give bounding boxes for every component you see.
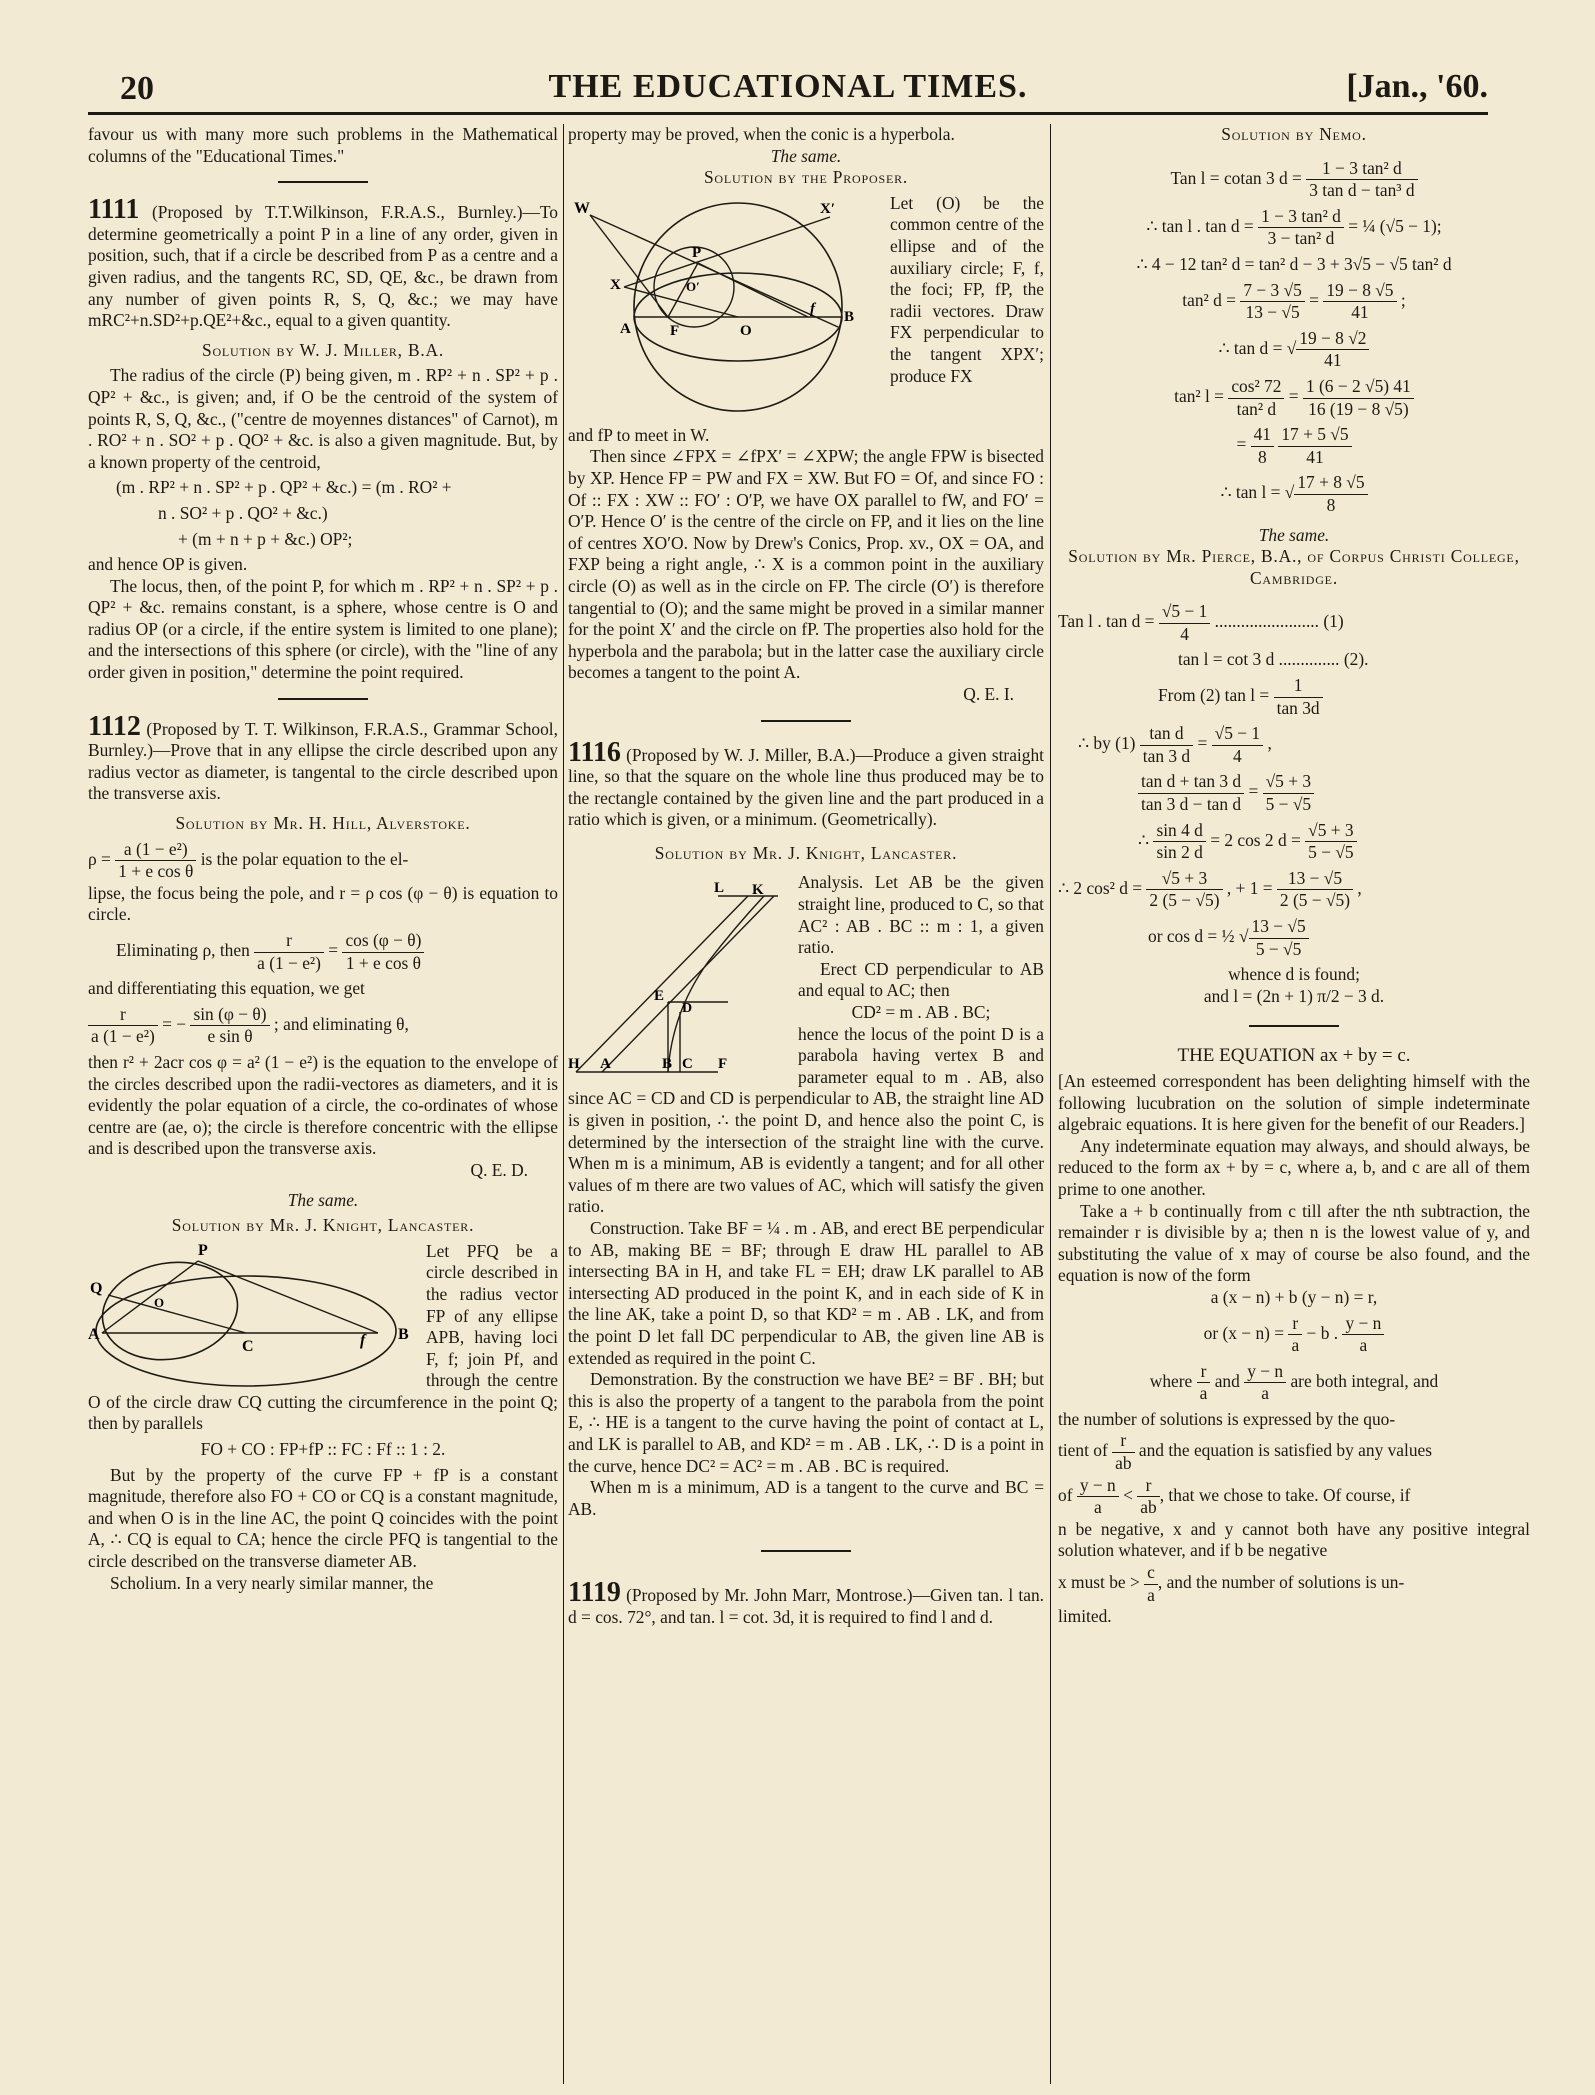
column-3 bbox=[1058, 124, 1530, 1628]
section-title: THE EQUATION ax + by = c. bbox=[1177, 1045, 1411, 1067]
equation-line bbox=[88, 839, 558, 883]
section-rule bbox=[761, 720, 851, 722]
figure-label: X bbox=[610, 276, 621, 293]
paragraph: whence d is found; bbox=[1228, 964, 1360, 985]
equation-line: ∴ $\frac{\sin 4 d}{\sin 2 d}$ = 2 cos 2 d = $\frac{√5 + 3}{5 - √5}$ bbox=[1138, 820, 1530, 864]
figure-label: H bbox=[568, 1056, 580, 1073]
column-1 bbox=[88, 124, 558, 1594]
column-2 bbox=[568, 124, 1044, 1628]
question-number: 1111 bbox=[88, 194, 140, 226]
paragraph: The radius of the circle (P) being given, m . RP² + n . SP² + p . QP² + &c., is given; and, if O be the centroid of the system of points R, S, Q, &c., ("centre de moyennes distances" of Carnot), m . RO² + n . SO² + p . QO² + &c. is also a given magnitude. But, by a known property of the centroid, bbox=[88, 365, 558, 472]
subheading: The same. bbox=[287, 1189, 359, 1210]
paragraph: and differentiating this equation, we get bbox=[88, 978, 365, 999]
question-number: 1119 bbox=[568, 1577, 621, 1609]
question-text: (Proposed by Mr. John Marr, Montrose.)—Given tan. l tan. d = cos. 72°, and tan. l = cot. 3d, it is required to find l and d. bbox=[568, 1585, 1044, 1627]
equation: n . SO² + p . QO² + &c.) bbox=[158, 502, 328, 523]
section-rule bbox=[761, 1550, 851, 1552]
figure-label: C bbox=[682, 1056, 693, 1073]
column-rule-2 bbox=[1050, 124, 1051, 2084]
equation: FO + CO : FP+fP :: FC : Ff :: 1 : 2. bbox=[200, 1439, 446, 1460]
paragraph: and fP to meet in W. bbox=[568, 424, 710, 445]
masthead bbox=[88, 62, 1488, 112]
fraction: $\frac{13 - √5}{2 (5 - √5)}$ bbox=[1277, 868, 1353, 912]
figure-label: f bbox=[810, 300, 815, 317]
figure-label: E bbox=[654, 988, 665, 1005]
figure-label: W bbox=[574, 199, 590, 217]
figure-label: O bbox=[740, 322, 752, 339]
figure-label: L bbox=[714, 880, 725, 897]
column-rule-1 bbox=[563, 124, 564, 2084]
paragraph: Erect CD perpendicular to AB and equal to AC; then bbox=[798, 958, 1044, 1001]
fraction: $\frac{\text{1 − 3 tan² d}}{\text{3 tan d − tan³ d}}$ bbox=[1306, 158, 1417, 202]
scholium: Scholium. In a very nearly similar manner, the bbox=[110, 1572, 434, 1593]
fraction: $\frac{√5 - 1}{4}$ bbox=[1212, 723, 1263, 767]
paragraph: The locus, then, of the point P, for which m . RP² + n . SP² + p . QP² + &c. remains constant, is a sphere, whose centre is O and radius OP (or a circle, if the entire system is limited to one plane); and the intersections of this sphere (or circle), with the "line of any order given in position," determine the point required. bbox=[88, 575, 558, 683]
figure-label: P bbox=[692, 244, 702, 261]
figure-label: B bbox=[662, 1056, 673, 1073]
equation-line: ∴ tan d = √ $\frac{19 - 8 √2}{41}$ bbox=[1058, 328, 1530, 372]
fraction: $\frac{y - n}{a}$ bbox=[1244, 1361, 1286, 1405]
fraction: $\frac{17 + 5 √5}{41}$ bbox=[1278, 424, 1351, 468]
equation-line: From (2) tan l = $\frac{1}{\tan 3d}$ bbox=[1158, 675, 1530, 719]
publication-title: THE EDUCATIONAL TIMES. bbox=[548, 68, 1028, 105]
page-number: 20 bbox=[120, 70, 154, 107]
fraction: $\frac{r}{\text{a (1 − e²)}}$ bbox=[254, 930, 324, 974]
paragraph: n be negative, x and y cannot both have any positive integral solution whatever, and if b be negative bbox=[1058, 1518, 1530, 1561]
solution-heading: Solution by Mr. H. Hill, Alverstoke. bbox=[175, 813, 471, 834]
editor-note: [An esteemed correspondent has been delighting himself with the following lucubration on the solution of simple indeterminate algebraic equations. It is here given for the benefit of our Readers.] bbox=[1058, 1070, 1530, 1135]
figure-ellipse-circle bbox=[88, 1241, 416, 1391]
fraction: $\frac{r}{ab}$ bbox=[1137, 1475, 1159, 1519]
figure-label: B bbox=[398, 1325, 409, 1343]
figure-label: O′ bbox=[686, 278, 700, 294]
qed: Q. E. D. bbox=[470, 1159, 528, 1180]
fraction: $\frac{1}{\tan 3d}$ bbox=[1274, 675, 1323, 719]
solution-heading: Solution by Mr. Pierce, B.A., of Corpus Christi College, Cambridge. bbox=[1068, 546, 1520, 588]
question-number: 1112 bbox=[88, 710, 141, 742]
equation-line: = $\frac{41}{8}$ $\frac{17 + 5 √5}{41}$ bbox=[1058, 424, 1530, 468]
solution-heading: Solution by the Proposer. bbox=[703, 167, 909, 188]
issue-date: [Jan., '60. bbox=[1346, 68, 1488, 105]
question-number: 1116 bbox=[568, 736, 621, 768]
fraction: $\frac{17 + 8 √5}{8}$ bbox=[1294, 472, 1367, 516]
paragraph-line: tient of $\frac{r}{ab}$ and the equation is satisfied by any values bbox=[1058, 1430, 1433, 1474]
fraction: $\frac{41}{8}$ bbox=[1251, 424, 1274, 468]
fraction: $\frac{\text{1 − 3 tan² d}}{\text{3 − tan² d}}$ bbox=[1258, 206, 1344, 250]
fraction: $\frac{r}{a}$ bbox=[1197, 1361, 1211, 1405]
solution-heading: Solution by Mr. J. Knight, Lancaster. bbox=[654, 842, 958, 863]
fraction: $\frac{√5 - 1}{4}$ bbox=[1159, 601, 1210, 645]
paragraph: hence the locus of the point D is a parabola having vertex B and parameter equal to m . AB, also since AC = CD and CD is perpendicular to AB, the straight line AD is given in position, ∴ the point D, and hence also the point C, is determined by the intersection of the straight line with the curve. When m is a minimum, AB is evidently a tangent; and for all other values of m there are two values of AC, which will satisfy the given ratio. bbox=[568, 1023, 1044, 1217]
paragraph: Analysis. Let AB be the given straight line, produced to C, so that AC² : AB . BC :: m : 1, a given ratio. bbox=[798, 872, 1044, 958]
question-text: (Proposed by T. T. Wilkinson, F.R.A.S., Grammar School, Burnley.)—Prove that in any ellipse the circle described upon any radius vector as diameter, is tangental to the circle described upon the transverse axis. bbox=[88, 718, 558, 804]
question-1112 bbox=[88, 710, 558, 805]
question-1111 bbox=[88, 194, 558, 332]
paragraph: and hence OP is given. bbox=[88, 554, 248, 575]
equation-term: Eliminating ρ, then bbox=[116, 940, 250, 961]
equation-line: or (x − n) = $\frac{r}{a}$ − b . $\frac{y - n}{a}$ bbox=[1058, 1313, 1530, 1357]
fraction: $\frac{√5 + 3}{5 - √5}$ bbox=[1263, 771, 1314, 815]
solution-heading: Solution by W. J. Miller, B.A. bbox=[201, 339, 445, 360]
figure-parabola bbox=[568, 872, 788, 1082]
equation-line: ∴ tan l . tan d = $\frac{\text{1 − 3 tan² d}}{\text{3 − tan² d}}$ = ¼ (√5 − 1); bbox=[1146, 205, 1442, 249]
fraction: $\frac{7 - 3 √5}{13 - √5}$ bbox=[1240, 280, 1304, 324]
equation-line: $\frac{r}{\text{a (1 − e²)}}$ = − $\frac{\sin (\varphi - \theta)}{\text{e sin θ}}$ ; and eliminating θ, bbox=[88, 1004, 558, 1048]
fraction: $\frac{\text{tan d}}{\tan 3 d}$ bbox=[1140, 723, 1193, 767]
figure-label: F bbox=[670, 322, 680, 339]
figure-label: C bbox=[242, 1337, 254, 1355]
figure-label: A bbox=[620, 320, 631, 337]
figure-label: F bbox=[718, 1056, 728, 1073]
figure-label: P bbox=[198, 1241, 208, 1259]
equation-line: Tan l . tan d = $\frac{√5 - 1}{4}$ ........................ (1) bbox=[1058, 601, 1344, 644]
equation-line: where $\frac{r}{a}$ and $\frac{y - n}{a}$ are both integral, and bbox=[1149, 1360, 1439, 1404]
figure-label: Q bbox=[90, 1279, 103, 1297]
equation: and l = (2n + 1) π/2 − 3 d. bbox=[1203, 985, 1385, 1006]
subheading: The same. bbox=[770, 145, 842, 166]
paragraph: When m is a minimum, AD is a tangent to the curve and BC = AB. bbox=[568, 1477, 1044, 1519]
figure-label: K bbox=[752, 882, 764, 899]
paragraph: limited. bbox=[1058, 1606, 1112, 1627]
equation-line: $\frac{\text{tan d + tan 3 d}}{\text{tan 3 d − tan d}}$ = $\frac{√5 + 3}{5 - √5}$ bbox=[1138, 771, 1530, 815]
question-1116 bbox=[568, 736, 1044, 831]
equation-term: ; and eliminating θ, bbox=[273, 1013, 409, 1034]
fraction: $\frac{\cos (\varphi - \theta)}{\text{1 + e cos θ}}$ bbox=[342, 930, 424, 974]
paragraph: property may be proved, when the conic is a hyperbola. bbox=[568, 124, 955, 144]
solution-heading: Solution by Mr. J. Knight, Lancaster. bbox=[171, 1215, 475, 1236]
paragraph: Let PFQ be a circle described in the radius vector FP of any ellipse APB, having loci F, f; join Pf, and through the centre O of the circle draw CQ cutting the circumference in the point Q; then by parallels bbox=[88, 1240, 558, 1434]
paragraph: Take a + b continually from c till after the nth subtraction, the remainder r is divisible by a; then n is the lowest value of y, and substituting the value of x may of course be also found, and the equation is now of the form bbox=[1058, 1200, 1530, 1286]
fraction: $\frac{r}{a}$ bbox=[1288, 1313, 1302, 1357]
fraction: $\frac{r}{\text{a (1 − e²)}}$ bbox=[88, 1004, 158, 1048]
paragraph: Then since ∠FPX = ∠fPX′ = ∠XPW; the angle FPW is bisected by XP. Hence FP = PW and FX = XW. But FO = Of, and since FO : Of :: FX : XW :: FO′ : O′P, we have OX parallel to fW, and FO′ = O′P. Hence O′ is the centre of the circle on FP, and it lies on the line of centres XO′O. Now by Drew's Conics, Prop. xv., OX = OA, and FXP being a right angle, ∴ X is a common point in the auxiliary circle (O) as well as in the circle on FP. The circle (O′) is therefore tangential to (O); and the same might be proved in a similar manner for the point X′ and the circle on fP. The properties also hold for the hyperbola and the parabola; but in the latter case the auxiliary circle becomes a tangent to the point A. bbox=[568, 446, 1044, 683]
equation: (m . RP² + n . SP² + p . QP² + &c.) = (m . RO² + bbox=[116, 477, 452, 498]
section-rule bbox=[278, 698, 368, 700]
fraction: $\frac{r}{ab}$ bbox=[1112, 1430, 1134, 1474]
figure-label: A bbox=[88, 1325, 100, 1343]
figure-label: A bbox=[600, 1056, 611, 1073]
fraction: $\frac{c}{a}$ bbox=[1144, 1562, 1158, 1606]
fraction: $\frac{\text{cos² 72}}{\text{tan² d}}$ bbox=[1228, 376, 1284, 420]
equation-line: Eliminating ρ, then $\frac{r}{\text{a (1 − e²)}}$ = $\frac{\cos (\varphi - \theta)}{\text{1 + e cos θ}}$ bbox=[116, 930, 558, 974]
equation: CD² = m . AB . BC; bbox=[851, 1002, 991, 1023]
fraction: $\frac{\text{a (1 − e²)}}{\text{1 + e cos θ}}$ bbox=[115, 839, 196, 883]
paragraph: the number of solutions is expressed by the quo- bbox=[1058, 1408, 1396, 1429]
figure-label: B bbox=[844, 308, 855, 325]
figure-label: X′ bbox=[820, 200, 836, 217]
fraction: $\frac{√5 + 3}{5 - √5}$ bbox=[1305, 820, 1356, 864]
fraction: $\frac{1 (6 - 2 √5) 41}{16 (19 - 8 √5)}$ bbox=[1303, 376, 1414, 420]
equation-line: ∴ tan l = √ $\frac{17 + 8 √5}{8}$ bbox=[1058, 472, 1530, 516]
equation-line: tan² l = $\frac{\text{cos² 72}}{\text{tan² d}}$ = $\frac{1 (6 - 2 √5) 41}{16 (19 - 8 √5)}$ bbox=[1058, 376, 1530, 420]
fraction: $\frac{19 - 8 √5}{41}$ bbox=[1323, 280, 1396, 324]
equation-line: tan l = cot 3 d .............. (2). bbox=[1178, 649, 1369, 670]
paragraph: Any indeterminate equation may always, and should always, be reduced to the form ax + by = c, where a, b, and c are all of them prime to one another. bbox=[1058, 1135, 1530, 1199]
fraction: $\frac{y - n}{a}$ bbox=[1342, 1313, 1384, 1357]
header-rule bbox=[88, 112, 1488, 115]
equation-term: ρ = bbox=[88, 848, 111, 869]
figure-label: D bbox=[682, 1001, 693, 1017]
figure-label: O bbox=[154, 1294, 165, 1310]
qed: Q. E. I. bbox=[963, 683, 1014, 704]
equation: a (x − n) + b (y − n) = r, bbox=[1210, 1286, 1378, 1307]
equation-line: or cos d = ½ √ $\frac{13 - √5}{5 - √5}$ bbox=[1148, 916, 1530, 960]
equation: ∴ 4 − 12 tan² d = tan² d − 3 + 3√5 − √5 tan² d bbox=[1136, 253, 1452, 274]
paragraph: then r² + 2acr cos φ = a² (1 − e²) is the equation to the envelope of the circles described upon the radii-vectores as diameters, and it is evidently the polar equation of a circle, the co-ordinates of whose centre are (ae, o); the circle is therefore concentric with the ellipse and is described upon the transverse axis. bbox=[88, 1051, 558, 1159]
equation-line: ∴ 2 cos² d = $\frac{√5 + 3}{2 (5 - √5)}$ , + 1 = $\frac{13 - √5}{2 (5 - √5)}$ , bbox=[1058, 867, 1362, 911]
equation-line: tan² d = $\frac{7 - 3 √5}{13 - √5}$ = $\frac{19 - 8 √5}{41}$ ; bbox=[1182, 279, 1406, 323]
figure-label: f bbox=[360, 1331, 366, 1349]
paragraph: lipse, the focus being the pole, and r = ρ cos (φ − θ) is equation to circle. bbox=[88, 882, 558, 925]
question-text: (Proposed by T.T.Wilkinson, F.R.A.S., Burnley.)—To determine geometrically a point P in a line of any order, given in position, such, that if a circle be described from P as a centre and a given radius, and the tangents RC, SD, QE, &c., be drawn from any number of given points R, S, Q, &c.; we may have mRC²+n.SD²+p.QE²+&c., equal to a given quantity. bbox=[88, 202, 558, 331]
paragraph-line: of $\frac{y - n}{a}$ < $\frac{r}{ab}$ , that we chose to take. Of course, if bbox=[1058, 1474, 1411, 1518]
fraction: $\frac{\sin 4 d}{\sin 2 d}$ bbox=[1153, 820, 1205, 864]
fraction: $\frac{13 - √5}{5 - √5}$ bbox=[1249, 916, 1309, 960]
fraction: $\frac{19 - 8 √2}{41}$ bbox=[1296, 328, 1369, 372]
paragraph: But by the property of the curve FP + fP is a constant magnitude, therefore also FO + CO or CQ is a constant magnitude, and when O is in the line AC, the point Q coincides with the point A, ∴ CQ is equal to CA; hence the circle PFQ is tangential to the circle described on the transverse diameter AB. bbox=[88, 1464, 558, 1572]
equation-term: is the polar equation to the el- bbox=[200, 848, 409, 869]
paragraph-line: x must be > $\frac{c}{a}$ , and the number of solutions is un- bbox=[1058, 1562, 1405, 1605]
equation-line: Tan l = cotan 3 d = $\frac{\text{1 − 3 tan² d}}{\text{3 tan d − tan³ d}}$ bbox=[1058, 158, 1530, 202]
question-text: (Proposed by W. J. Miller, B.A.)—Produce a given straight line, so that the square on the whole line thus produced may be to the rectangle contained by the given line and the part produced in a ratio which is given, or a minimum. (Geometrically). bbox=[568, 744, 1044, 830]
fraction: $\frac{y - n}{a}$ bbox=[1077, 1475, 1119, 1519]
intro-text: favour us with many more such problems in the Mathematical columns of the "Educational Times." bbox=[88, 124, 558, 166]
fraction: $\frac{\sin (\varphi - \theta)}{\text{e sin θ}}$ bbox=[190, 1004, 269, 1048]
paragraph: Let (O) be the common centre of the ellipse and of the auxiliary circle; F, f, the foci; FP, fP, the radii vectores. Draw FX perpendicular to the tangent XPX′; produce FX bbox=[890, 192, 1044, 386]
subheading: The same. bbox=[1258, 524, 1330, 545]
equation: + (m + n + p + &c.) OP²; bbox=[178, 528, 353, 549]
equation-line: ∴ by (1) $\frac{\text{tan d}}{\tan 3 d}$ = $\frac{√5 - 1}{4}$ , bbox=[1078, 723, 1272, 766]
fraction: $\frac{√5 + 3}{2 (5 - √5)}$ bbox=[1146, 868, 1222, 912]
section-rule bbox=[1249, 1025, 1339, 1027]
figure-auxiliary-circle bbox=[568, 193, 880, 425]
solution-heading: Solution by Nemo. bbox=[1221, 124, 1367, 144]
fraction: $\frac{\text{tan d + tan 3 d}}{\text{tan 3 d − tan d}}$ bbox=[1138, 771, 1244, 815]
section-rule bbox=[278, 181, 368, 183]
paragraph: Construction. Take BF = ¼ . m . AB, and erect BE perpendicular to AB, making BE = BF; through E draw HL parallel to AB intersecting BA in H, and take FL = EH; draw LK parallel to AB intersecting AD produced in the point K, and in each side of K in the line AK, take a point D, so that KD² = m . AB . LK, and from the point D let fall DC perpendicular to AB, the given line AB is extended as required in the point C. bbox=[568, 1217, 1044, 1368]
paragraph: Demonstration. By the construction we have BE² = BF . BH; but this is also the property of a tangent to the parabola from the point E, ∴ HE is a tangent to the curve having the point of contact at L, and LK is parallel to AB, and KD² = m . AB . LK, ∴ D is a point in the curve, hence DC² = AC² = m . AB . BC is required. bbox=[568, 1369, 1044, 1476]
question-1119 bbox=[568, 1577, 1044, 1628]
